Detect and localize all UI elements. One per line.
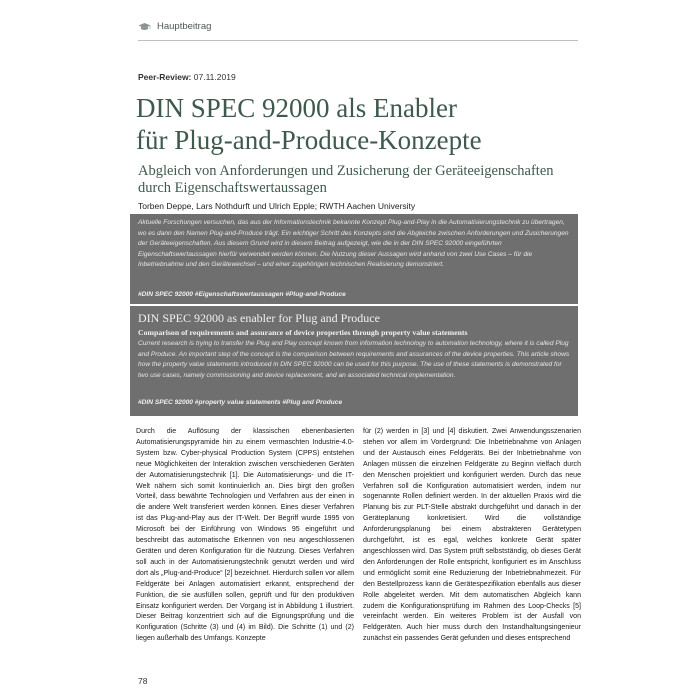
body-column-left: Durch die Auflösung der klassischen ebenenbasierten Automatisierungspyramide hin zu einem vermaschten Industrie-4.0-System bzw. Cyber-physical Production System (CPPS) entstehen neue Möglichkeiten der Interaktion zwischen verschiedenen Geräten der Automatisierungstechnik [1]. Die Automatisierungs- und die IT-Welt nähern sich somit kontinuierlich an. Dies birgt den großen Vorteil, dass bewährte Technologien und Verfahren aus der einen in die andere Welt transferiert werden können. Eines dieser Verfahren ist das Plug-and-Play aus der IT-Welt. Der Begriff wurde 1995 von Microsoft bei der Einführung von Windows 95 eingeführt und beschreibt das automatische Erkennen von neu angeschlossenen Geräten und deren Konfiguration für die Nutzung. Dieses Verfahren soll auch in der Automatisierungstechnik genutzt werden und wird dort als „Plug-and-Produce“ [2] bezeichnet. Hierdurch sollen vor allem Feldgeräte bei Anlagen automatisiert erkannt, entsprechend der Funktion, die sie ausfüllen sollen, geprüft und für den produktiven Einsatz konfiguriert werden. Der Vorgang ist in Abbildung 1 illustriert. Dieser Beitrag konzentriert sich auf die Eignungsprüfung und die Konfiguration (Schritte (3) und (4) im Bild). Die Schritte (1) und (2) liegen außerhalb des Umfangs. Konzepte bbox=[136, 428, 354, 643]
abstract-german bbox=[130, 214, 578, 304]
abstract-english bbox=[130, 306, 578, 416]
peer-review-meta bbox=[138, 72, 236, 82]
abstract-english-title: DIN SPEC 92000 as enabler for Plug and Produce bbox=[138, 311, 380, 325]
title-line-1: DIN SPEC 92000 als Enabler bbox=[136, 93, 457, 123]
section-label: Hauptbeitrag bbox=[157, 21, 212, 32]
abstract-english-text: Current research is trying to transfer the Plug and Play concept known from information technology to automation technology, where it is called Plug and Produce. An important step of the concept is the comparison between requirements and assurances of the device properties. This article shows how the property value statements introduced in DIN SPEC 92000 can be used for this purpose. The use of these statements is demonstrated for two use cases, namely commissioning and device replacement, and an associated technical implementation. bbox=[138, 340, 570, 379]
abstract-english-tags: #DIN SPEC 92000 #property value statements #Plug and Produce bbox=[138, 399, 343, 406]
peer-review-date: 07.11.2019 bbox=[193, 72, 236, 82]
title-line-2: für Plug-and-Produce-Konzepte bbox=[136, 125, 482, 155]
authors: Torben Deppe, Lars Nothdurft und Ulrich Epple; RWTH Aachen University bbox=[138, 201, 416, 211]
abstract-german-tags: #DIN SPEC 92000 #Eigenschaftswertaussagen #Plug-and-Produce bbox=[138, 291, 346, 298]
body-column-right: für (2) werden in [3] und [4] diskutiert. Zwei Anwendungsszenarien stehen vor allem im Vordergrund: Die Inbetriebnahme von Anlagen und der Austausch eines Feldgeräts. Bei der Inbetriebnahme von Anlagen müssen die einzelnen Feldgeräte zu Beginn vielfach durch den Menschen projektiert und konfiguriert werden. Durch das neue Verfahren soll die Konfiguration automatisiert werden, indem nur sogenannte Rollen definiert werden. In der aktuellen Praxis wird die Planung bis zur PLT-Stelle abstrakt durchgeführt und danach in der Geräteplanung konkretisiert. Wird die vollständige Anforderungsplanung bei einem abstrakteren Gerätetypen durchgeführt, ist es egal, welches konkrete Gerät später angeschlossen wird. Das System prüft selbstständig, ob dieses Gerät den Anforderungen der Rolle entspricht, konfiguriert es im Anschluss und ermöglicht somit eine Reduzierung der Inbetriebnahmezeit. Für den Bestellprozess kann die Gerätespezifikation ebenfalls aus dieser Rolle abgeleitet werden. Mit dem automatischen Abgleich kann zudem die Konfigurationsprüfung im Rahmen des Loop-Checks [5] vereinfacht werden. Ein weiteres Problem ist der Ausfall von Feldgeräten. Auch hier muss durch den Instandhaltungsingenieur zunächst ein passendes Gerät gefunden und dieses entsprechend bbox=[363, 428, 581, 643]
page-number: 78 bbox=[138, 676, 148, 686]
article-subtitle: Abgleich von Anforderungen und Zusicherung der Geräteeigenschaften durch Eigenschaftswertaussagen bbox=[138, 163, 554, 196]
header-divider bbox=[138, 40, 578, 41]
abstract-english-subtitle: Comparison of requirements and assurance of device properties through property value statements bbox=[138, 328, 468, 337]
section-header bbox=[138, 21, 211, 32]
abstract-german-text: Aktuelle Forschungen versuchen, das aus der Informationstechnik bekannte Konzept Plug-and-Play in die Automatisierungstechnik zu übertragen, wo es dann den Namen Plug-and-Produce trägt. Ein wichtiger Schritt des Konzepts sind die Abgleiche zwischen Anforderungen und Zusicherungen der Geräteeigenschaften. Aus diesem Grund wird in diesem Beitrag aufgezeigt, wie die in der DIN SPEC 92000 eingeführten Eigenschaftswertaussagen hierfür verwendet werden können. Die Nutzung dieser Aussagen wird anhand von zwei Use Cases – für die Inbetriebnahme und den Gerätewechsel – und einer zugehörigen technischen Realisierung demonstriert. bbox=[138, 219, 569, 269]
graduation-cap-icon bbox=[138, 22, 151, 32]
article-title bbox=[136, 92, 586, 156]
peer-review-label: Peer-Review: bbox=[138, 72, 192, 82]
